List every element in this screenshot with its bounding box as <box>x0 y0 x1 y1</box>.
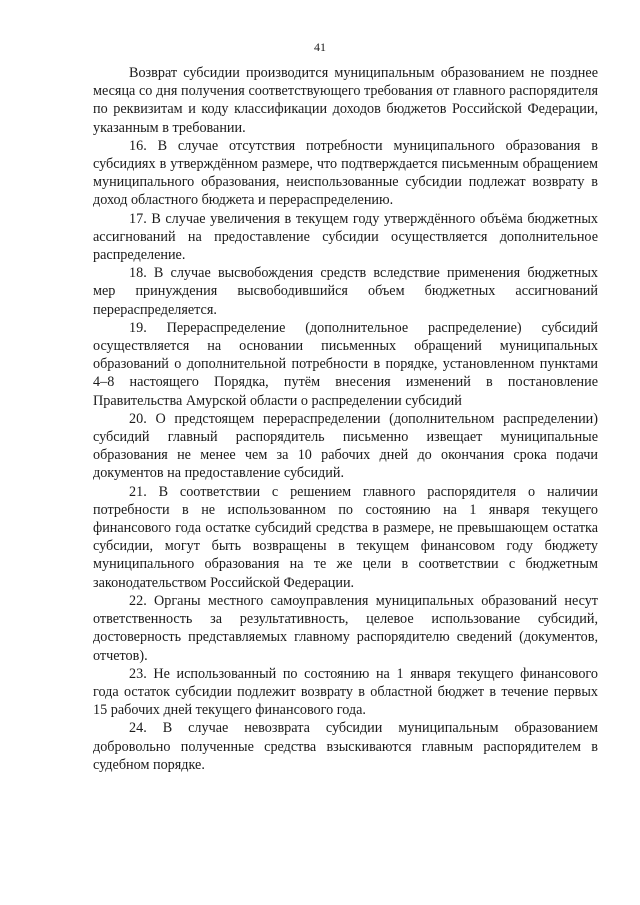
paragraph-23: 23. Не использованный по состоянию на 1 января текущего финансового года остаток субсидии подлежит возврату в областной бюджет в течение первых 15 рабочих дней текущего финансового года. <box>93 665 598 719</box>
paragraph-refund-term: Возврат субсидии производится муниципальным образованием не позднее месяца со дня получения соответствующего требования от главного распорядителя по реквизитам и коду классификации доходов бюджетов Российской Федерации, указанным в требовании. <box>93 65 598 136</box>
paragraph-24: 24. В случае невозврата субсидии муниципальным образованием добровольно полученные средства взыскиваются главным распорядителем в судебном порядке. <box>93 720 598 773</box>
paragraph-18: 18. В случае высвобождения средств вследствие применения бюджетных мер принуждения высвободившийся объем бюджетных ассигнований перераспределяется. <box>93 265 598 318</box>
document-body <box>93 64 598 774</box>
page-number: 41 <box>314 40 326 54</box>
paragraph-20: 20. О предстоящем перераспределении (дополнительном распределении) субсидий главный распорядитель письменно извещает муниципальные образования не менее чем за 10 рабочих дней до окончания срока подачи документов на предоставление субсидий. <box>93 410 598 482</box>
paragraph-22: 22. Органы местного самоуправления муниципальных образований несут ответственность за результативность, целевое использование субсидий, достоверность представляемых главному распорядителю сведений (документов, отчетов). <box>93 592 598 664</box>
paragraph-16: 16. В случае отсутствия потребности муниципального образования в субсидиях в утверждённом размере, что подтверждается письменным обращением муниципального образования, неиспользованные субсидии подлежат возврату в доход областного бюджета и перераспределению. <box>93 137 598 209</box>
paragraph-21: 21. В соответствии с решением главного распорядителя о наличии потребности в не использованном по состоянию на 1 января текущего финансового года остатке субсидий средства в размере, не превышающем остатка субсидии, могут быть возвращены в текущем финансовом году бюджету муниципального образования на те же цели в соответствии с бюджетным законодательством Российской Федерации. <box>93 483 598 591</box>
paragraph-19: 19. Перераспределение (дополнительное распределение) субсидий осуществляется на основании письменных обращений муниципальных образований о дополнительной потребности в порядке, установленном пунктами 4–8 настоящего Порядка, путём внесения изменений в постановление Правительства Амурской области о распределении субсидий <box>93 319 598 409</box>
paragraph-17: 17. В случае увеличения в текущем году утверждённого объёма бюджетных ассигнований на предоставление субсидии осуществляется дополнительное распределение. <box>93 210 598 264</box>
